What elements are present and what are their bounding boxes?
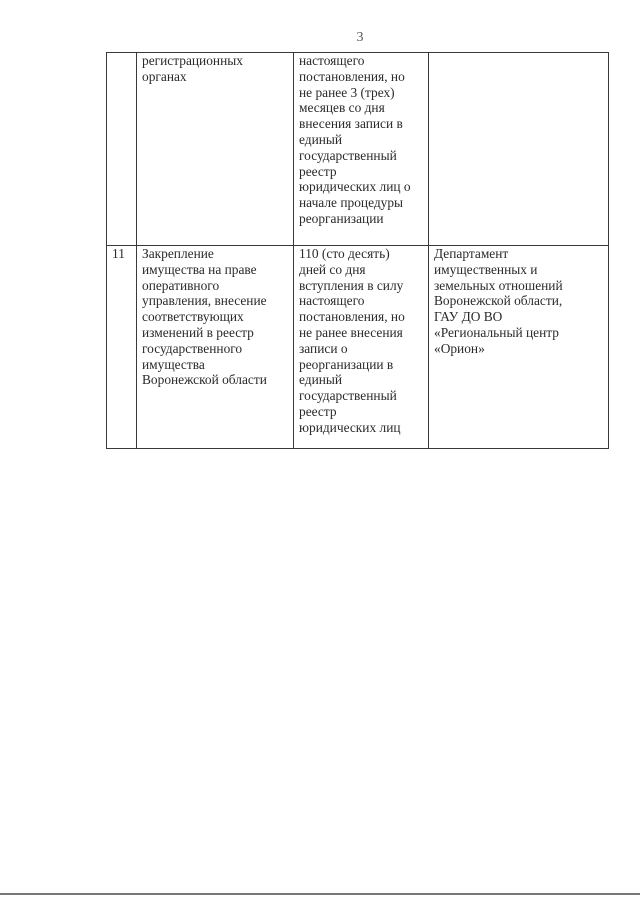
term-cell: 110 (сто десять) дней со дня вступления в силу настоящего постановления, но не ранее внесения записи о реорганизации в единый государственный реестр юридических лиц	[294, 246, 429, 449]
measures-table	[106, 52, 609, 449]
table-row	[107, 246, 609, 449]
responsible-cell	[429, 53, 609, 246]
action-cell: Закрепление имущества на праве оперативного управления, внесение соответствующих изменений в реестр государственного имущества Воронежской области	[137, 246, 294, 449]
bottom-edge-line	[0, 893, 640, 895]
table-row	[107, 53, 609, 246]
page-number: 3	[356, 30, 364, 45]
term-cell: настоящего постановления, но не ранее 3 (трех) месяцев со дня внесения записи в единый государственный реестр юридических лиц о начале процедуры реорганизации	[294, 53, 429, 246]
responsible-cell: Департамент имущественных и земельных отношений Воронежской области, ГАУ ДО ВО «Региональный центр «Орион»	[429, 246, 609, 449]
row-number-cell	[107, 53, 137, 246]
action-cell: регистрационных органах	[137, 53, 294, 246]
row-number-cell: 11	[107, 246, 137, 449]
